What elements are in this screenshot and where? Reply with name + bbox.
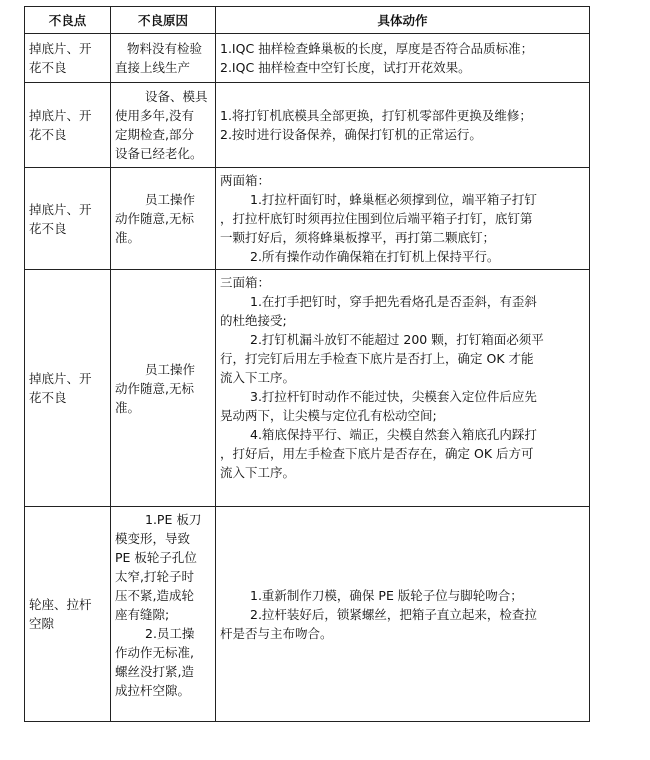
- action-line: ，打好后，用左手检查下底片是否存在，确定 OK 后方可: [220, 446, 534, 461]
- defect-line: 掉底片、开: [29, 201, 92, 217]
- cause-cell: [111, 168, 216, 270]
- defect-line: 轮座、拉杆: [29, 597, 92, 612]
- cause-line: 压不紧,造成轮: [115, 588, 194, 603]
- cause-line: 物料没有检验: [127, 41, 203, 56]
- cause-line: 动作随意,无标: [115, 380, 194, 396]
- header-defect: 不良点: [25, 7, 111, 34]
- cause-cell: [111, 34, 216, 83]
- defect-line: 掉底片、开: [29, 41, 92, 56]
- header-cause: 不良原因: [111, 7, 216, 34]
- defect-line: 花不良: [29, 390, 67, 405]
- defect-cell: [25, 507, 111, 722]
- defect-cell: [25, 270, 111, 507]
- action-cell: [216, 270, 590, 507]
- cause-line: 员工操作: [145, 192, 196, 207]
- action-line: 1.在打手把钉时，穿手把先看烙孔是否歪斜，有歪斜: [250, 294, 537, 309]
- action-line: 行，打完钉后用左手检查下底片是否打上，确定 OK 才能: [220, 351, 534, 366]
- defect-line: 掉底片、开: [29, 108, 92, 123]
- cause-line: 太窄,打轮子时: [115, 569, 194, 584]
- cause-line: 设备已经老化。: [115, 146, 203, 161]
- defect-cell: [25, 83, 111, 168]
- action-line: 2.IQC 抽样检查中空钉长度，试打开花效果。: [220, 60, 471, 75]
- table-header-row: [25, 7, 590, 34]
- action-cell: [216, 507, 590, 722]
- cause-line: 直接上线生产: [115, 60, 191, 75]
- table-row: [25, 270, 590, 507]
- table-row: [25, 83, 590, 168]
- cause-line: 定期检查,部分: [115, 127, 194, 142]
- action-line: 1.重新制作刀模，确保 PE 版轮子位与脚轮吻合；: [250, 587, 523, 603]
- cause-line: 准。: [115, 230, 141, 245]
- action-line: 2.拉杆装好后，锁紧螺丝，把箱子直立起来，检查拉: [250, 606, 537, 622]
- cause-line: 1.PE 板刀: [145, 512, 202, 527]
- action-cell: [216, 83, 590, 168]
- cause-line: 员工操作: [145, 361, 196, 377]
- action-line: 2.打钉机漏斗放钉不能超过 200 颗，打钉箱面必须平: [250, 332, 544, 347]
- cause-line: 动作随意,无标: [115, 211, 194, 226]
- action-line: 一颗打好后，须将蜂巢板撑平，再打第二颗底钉；: [220, 230, 496, 245]
- action-line: 的杜绝接受;: [220, 313, 287, 328]
- action-heading: 三面箱：: [220, 275, 271, 290]
- defect-line: 掉底片、开: [29, 371, 92, 386]
- action-line: 2.所有操作动作确保箱在打钉机上保持平行。: [250, 249, 500, 264]
- cause-line: 作动作无标准,: [115, 645, 194, 660]
- defect-cell: [25, 34, 111, 83]
- defect-line: 花不良: [29, 127, 67, 142]
- table-row: [25, 507, 590, 722]
- defect-action-table: [24, 6, 590, 722]
- cause-line: 使用多年,没有: [115, 108, 194, 123]
- cause-line: 准。: [115, 399, 141, 415]
- action-line: 4.箱底保持平行、端正，尖模自然套入箱底孔内踩打: [250, 427, 537, 442]
- action-line: ，打拉杆底钉时须再拉住围到位后端平箱子打钉，底钉第: [220, 211, 533, 226]
- action-cell: [216, 34, 590, 83]
- defect-line: 花不良: [29, 60, 67, 75]
- cause-cell: [111, 507, 216, 722]
- cause-cell: [111, 270, 216, 507]
- cause-line: 2.员工操: [145, 626, 195, 641]
- table-row: [25, 168, 590, 270]
- table-row: [25, 34, 590, 83]
- cause-line: 成拉杆空隙。: [115, 683, 191, 698]
- cause-cell: [111, 83, 216, 168]
- action-line: 1.将打钉机底模具全部更换，打钉机零部件更换及维修；: [220, 108, 532, 123]
- action-line: 流入下工序。: [220, 465, 296, 480]
- cause-line: 螺丝没打紧,造: [115, 664, 194, 679]
- action-line: 杆是否与主布吻合。: [220, 625, 333, 641]
- defect-line: 空隙: [29, 616, 55, 631]
- header-action: 具体动作: [216, 7, 590, 34]
- cause-line: PE 板轮子孔位: [115, 550, 197, 565]
- cause-line: 模变形，导致: [115, 531, 191, 546]
- action-line: 晃动两下，让尖模与定位孔有松动空间;: [220, 408, 437, 423]
- defect-cell: [25, 168, 111, 270]
- action-line: 2.按时进行设备保养，确保打钉机的正常运行。: [220, 127, 482, 142]
- action-line: 1.打拉杆面钉时，蜂巢框必须撑到位，端平箱子打钉: [250, 192, 537, 207]
- cause-line: 座有缝隙;: [115, 607, 170, 622]
- action-heading: 两面箱：: [220, 173, 271, 188]
- action-line: 1.IQC 抽样检查蜂巢板的长度，厚度是否符合品质标准；: [220, 41, 534, 56]
- cause-line: 设备、模具: [145, 89, 208, 104]
- action-line: 3.打拉杆钉时动作不能过快，尖模套入定位件后应先: [250, 389, 537, 404]
- action-line: 流入下工序。: [220, 370, 296, 385]
- defect-line: 花不良: [29, 220, 67, 236]
- action-cell: [216, 168, 590, 270]
